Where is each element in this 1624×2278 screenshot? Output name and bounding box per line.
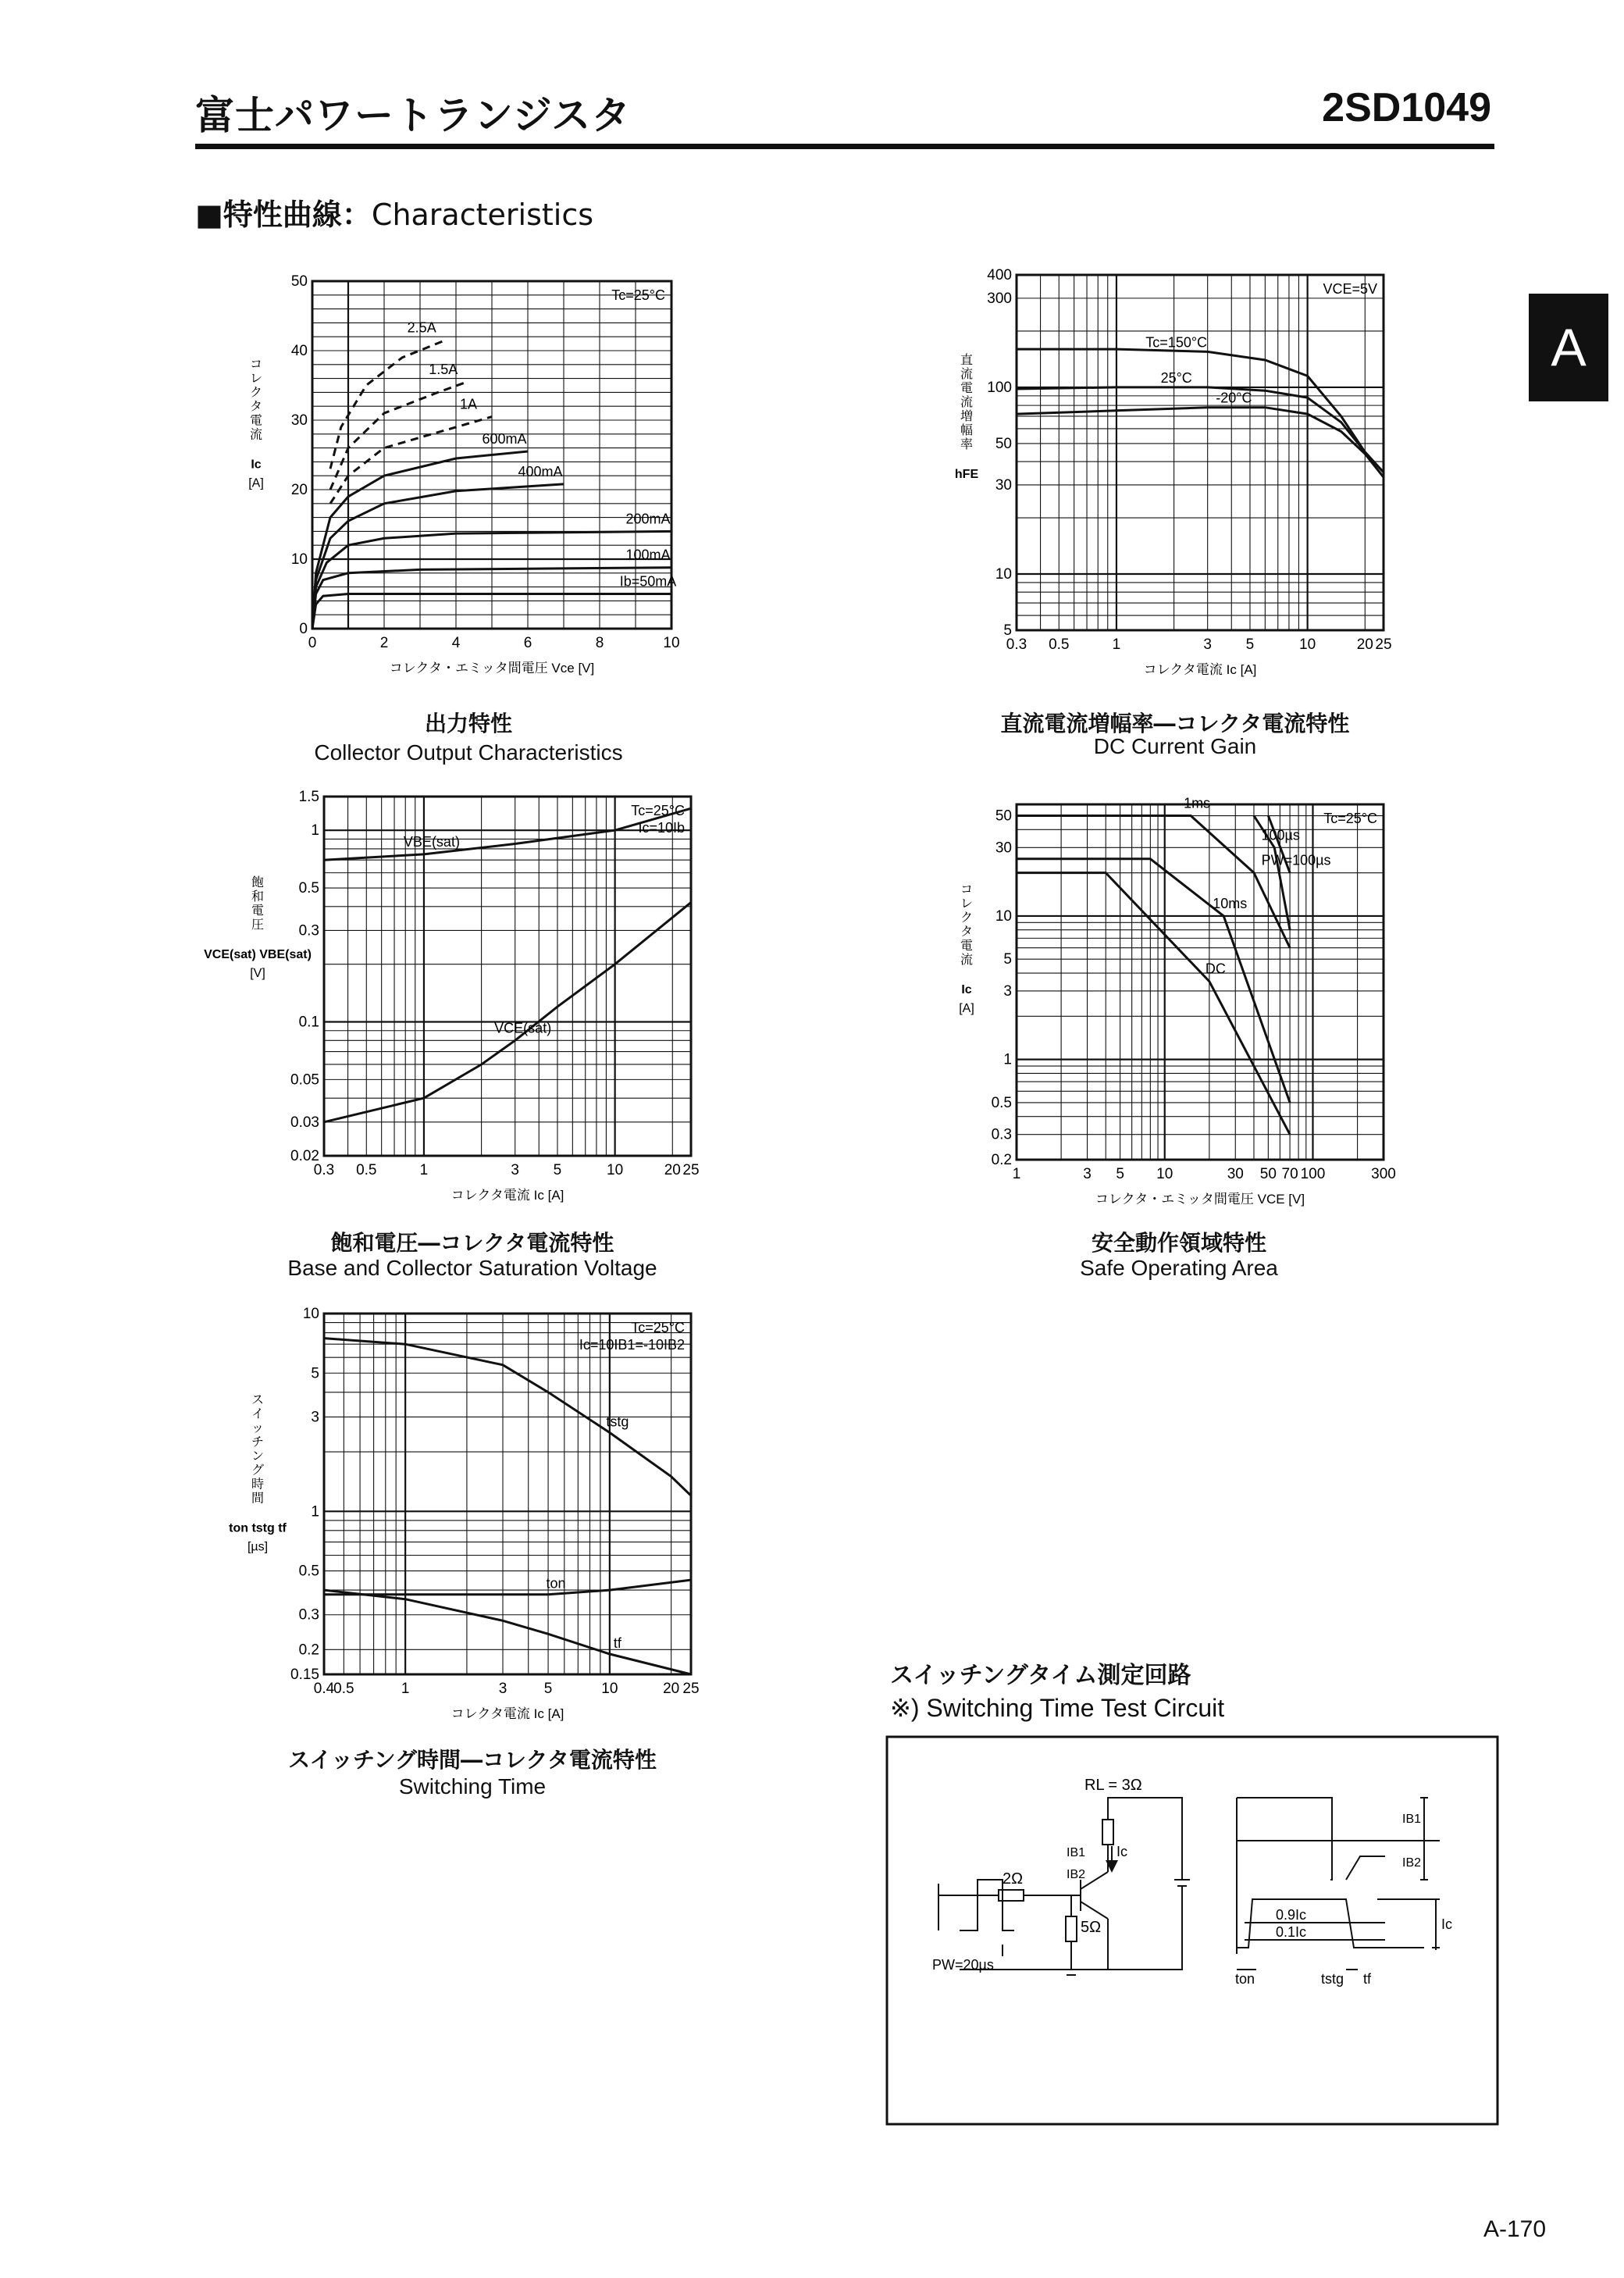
- y-axis-symbol: ton tstg tf: [229, 1521, 287, 1535]
- x-tick-label: 10: [1156, 1166, 1173, 1182]
- series-label: 600mA: [482, 431, 527, 447]
- y-tick-label: 0.3: [298, 1606, 319, 1624]
- y-axis-label-char: グ: [251, 1463, 265, 1478]
- y-axis-label-char: 流: [960, 953, 974, 967]
- x-tick-label: 20: [664, 1162, 681, 1178]
- chart-hfe: [945, 266, 1405, 687]
- x-tick-label: 0.5: [356, 1162, 377, 1178]
- y-axis-symbol: VCE(sat) VBE(sat): [204, 948, 312, 961]
- circuit-rl-label: RL = 3Ω: [1084, 1777, 1142, 1794]
- x-axis-label: コレクタ・エミッタ間電圧 Vce [V]: [389, 661, 595, 676]
- y-tick-label: 5: [1003, 622, 1012, 639]
- chart-saturation-title-en: Base and Collector Saturation Voltage: [287, 1256, 657, 1280]
- x-tick-label: 100: [1300, 1166, 1326, 1182]
- x-tick-label: 0.5: [333, 1681, 354, 1697]
- header-rule: [195, 144, 1494, 149]
- y-axis-label-char: タ: [960, 925, 974, 939]
- y-axis-symbol: Ic: [251, 458, 262, 472]
- series-label: ton: [546, 1575, 566, 1592]
- y-axis-label-char: 流: [960, 395, 974, 409]
- x-tick-label: 1: [401, 1681, 410, 1697]
- x-tick-label: 1: [1012, 1166, 1021, 1182]
- circuit-ib1-label: IB1: [1067, 1846, 1086, 1859]
- series-label: VCE(sat): [494, 1020, 552, 1036]
- y-tick-label: 1: [311, 1503, 319, 1520]
- plot-frame: [324, 797, 691, 1156]
- series-label: VBE(sat): [403, 833, 460, 850]
- chart-hfe-title-en: DC Current Gain: [1093, 734, 1257, 758]
- y-tick-label: 30: [995, 476, 1012, 494]
- y-axis-label-char: 時: [251, 1478, 265, 1492]
- chart-annotation: VCE=5V: [1323, 281, 1377, 297]
- y-axis-label-char: 圧: [251, 918, 265, 932]
- section-heading: [195, 191, 593, 234]
- series-line: [312, 484, 564, 629]
- series-label: 100mA: [625, 547, 671, 563]
- y-tick-label: 1: [1003, 1051, 1012, 1068]
- series-label: 1ms: [1184, 795, 1211, 811]
- x-tick-label: 0.4: [313, 1681, 335, 1697]
- chart-annotation: Ic=10IB1=-10IB2: [579, 1337, 685, 1353]
- y-axis-label-char: 幅: [960, 423, 974, 437]
- series-label: 2.5A: [407, 319, 436, 336]
- y-axis-label-char: 率: [960, 437, 974, 451]
- x-tick-label: 70: [1281, 1166, 1298, 1182]
- chart-annotation: Tc=25°C: [611, 287, 665, 303]
- y-tick-label: 10: [995, 566, 1012, 583]
- x-tick-label: 4: [451, 635, 461, 651]
- y-axis-label-char: ス: [251, 1393, 265, 1407]
- circuit-frame: [887, 1737, 1498, 2124]
- x-tick-label: 8: [595, 635, 604, 651]
- page-number: A-170: [1483, 2216, 1547, 2242]
- y-tick-label: 50: [995, 435, 1012, 452]
- y-tick-label: 0.3: [298, 922, 319, 939]
- x-tick-label: 5: [553, 1162, 562, 1178]
- y-axis-symbol: hFE: [954, 467, 979, 481]
- y-tick-label: 20: [290, 482, 308, 498]
- part-number: 2SD1049: [1322, 85, 1491, 130]
- chart-soa-title-jp: 安全動作領域特性: [1091, 1230, 1266, 1256]
- y-axis-symbol: Ic: [961, 982, 972, 996]
- document-title: 富士パワートランジスタ: [195, 93, 632, 138]
- series-label: DC: [1205, 961, 1226, 977]
- circuit-ib1-right-label: IB1: [1402, 1813, 1422, 1826]
- chart-switching: [229, 1304, 710, 1734]
- series-line: [330, 382, 467, 490]
- section-heading-en: Characteristics: [371, 198, 594, 232]
- chart-output-title-jp: 出力特性: [424, 711, 512, 736]
- x-tick-label: 3: [511, 1162, 519, 1178]
- chart-annotation: Tc=25°C: [1323, 811, 1377, 826]
- x-tick-label: 25: [1375, 636, 1392, 653]
- chart-annotation: Tc=25°C: [631, 1320, 685, 1335]
- section-heading-jp: ■特性曲線：: [195, 198, 372, 232]
- y-axis-label-char: 電: [251, 904, 265, 918]
- y-tick-label: 0.2: [991, 1152, 1012, 1168]
- y-axis-label-char: コ: [249, 358, 263, 372]
- series-line: [324, 1580, 691, 1595]
- x-tick-label: 10: [607, 1162, 624, 1178]
- y-axis-label-char: 流: [249, 428, 263, 442]
- y-tick-label: 50: [290, 273, 308, 290]
- y-axis-unit: [µs]: [247, 1540, 269, 1554]
- series-label: tf: [613, 1635, 621, 1651]
- y-axis-label-char: ン: [251, 1449, 265, 1463]
- y-tick-label: 50: [995, 807, 1012, 825]
- section-tab: A: [1529, 294, 1608, 401]
- y-axis-label-char: レ: [960, 897, 974, 911]
- x-tick-label: 0.5: [1049, 636, 1070, 653]
- y-axis-label-char: 電: [960, 939, 974, 953]
- circuit-ton-label: ton: [1235, 1971, 1255, 1987]
- series-label: -20°C: [1216, 390, 1252, 406]
- x-tick-label: 20: [1356, 636, 1373, 653]
- y-axis-label-char: 電: [249, 414, 263, 428]
- series-line: [1017, 816, 1290, 948]
- circuit-09ic-label: 0.9Ic: [1276, 1907, 1307, 1923]
- x-axis-label: コレクタ・エミッタ間電圧 VCE [V]: [1095, 1192, 1305, 1207]
- x-tick-label: 50: [1259, 1166, 1277, 1182]
- series-line: [324, 1590, 691, 1674]
- series-label: 25°C: [1160, 369, 1192, 386]
- x-tick-label: 25: [682, 1162, 700, 1178]
- y-tick-label: 40: [290, 343, 308, 359]
- x-tick-label: 20: [663, 1681, 680, 1697]
- x-tick-label: 10: [663, 635, 680, 651]
- x-tick-label: 0.3: [1006, 636, 1027, 653]
- y-tick-label: 0: [299, 621, 308, 637]
- x-tick-label: 10: [601, 1681, 618, 1697]
- y-axis-label-char: イ: [251, 1407, 265, 1421]
- series-label: 1.5A: [429, 362, 458, 378]
- circuit-diagram: [885, 1735, 1499, 2126]
- series-label: Ib=50mA: [619, 573, 677, 590]
- series-line: [1017, 873, 1290, 1135]
- x-tick-label: 0: [308, 635, 317, 651]
- y-tick-label: 400: [987, 267, 1012, 283]
- circuit-ib2-label: IB2: [1067, 1868, 1086, 1881]
- y-tick-label: 3: [311, 1409, 319, 1426]
- circuit-ic-right-label: Ic: [1441, 1916, 1453, 1932]
- y-axis-label-char: 増: [960, 409, 974, 423]
- x-tick-label: 3: [498, 1681, 508, 1697]
- y-axis-unit: [A]: [248, 476, 264, 490]
- x-tick-label: 6: [523, 635, 532, 651]
- y-tick-label: 0.3: [991, 1126, 1012, 1143]
- y-axis-label-char: レ: [249, 372, 263, 386]
- y-tick-label: 10: [290, 551, 308, 568]
- circuit-r2-label: 5Ω: [1081, 1919, 1102, 1936]
- y-tick-label: 0.05: [290, 1071, 319, 1089]
- x-tick-label: 0.3: [313, 1162, 335, 1178]
- series-label: 400mA: [518, 463, 563, 479]
- y-axis-label-char: 電: [960, 381, 974, 395]
- x-tick-label: 300: [1371, 1166, 1396, 1182]
- y-tick-label: 30: [290, 412, 308, 429]
- circuit-title-en: ※) Switching Time Test Circuit: [890, 1694, 1225, 1722]
- y-tick-label: 0.2: [298, 1642, 319, 1659]
- chart-annotation: Ic=10Ib: [638, 820, 685, 836]
- y-tick-label: 0.02: [290, 1148, 319, 1164]
- series-line: [1017, 408, 1384, 477]
- circuit-pw-label: PW=20µs: [932, 1957, 994, 1973]
- y-tick-label: 0.15: [290, 1667, 319, 1683]
- chart-output: [234, 269, 703, 691]
- y-tick-label: 100: [987, 379, 1012, 396]
- chart-soa: [945, 797, 1413, 1218]
- x-tick-label: 25: [682, 1681, 700, 1697]
- chart-switching-title-jp: スイッチング時間―コレクタ電流特性: [288, 1747, 657, 1773]
- chart-switching-title-en: Switching Time: [398, 1774, 547, 1799]
- y-axis-label-char: チ: [251, 1435, 265, 1449]
- y-tick-label: 0.03: [290, 1114, 319, 1131]
- x-tick-label: 3: [1083, 1166, 1092, 1182]
- y-tick-label: 1: [311, 822, 319, 840]
- y-axis-label-char: ク: [960, 911, 974, 925]
- x-axis-label: コレクタ電流 Ic [A]: [1143, 662, 1257, 677]
- y-tick-label: 30: [995, 840, 1012, 857]
- x-tick-label: 5: [1245, 636, 1255, 653]
- circuit-ib2-right-label: IB2: [1402, 1856, 1422, 1870]
- chart-saturation: [204, 785, 710, 1214]
- series-label: 10ms: [1213, 895, 1248, 911]
- chart-saturation-title-jp: 飽和電圧―コレクタ電流特性: [330, 1230, 614, 1256]
- y-axis-label-char: 流: [960, 367, 974, 381]
- series-label: PW=100µs: [1261, 852, 1331, 868]
- x-tick-label: 10: [1299, 636, 1316, 653]
- y-axis-unit: [V]: [250, 967, 265, 980]
- chart-soa-title-en: Safe Operating Area: [1080, 1256, 1278, 1280]
- series-label: Tc=150°C: [1145, 334, 1208, 351]
- series-label: tstg: [606, 1414, 629, 1430]
- series-label: 100µs: [1261, 827, 1300, 843]
- plot-frame: [1017, 275, 1384, 630]
- y-tick-label: 5: [1003, 951, 1012, 968]
- series-label: 200mA: [625, 511, 671, 527]
- y-tick-label: 0.1: [298, 1014, 319, 1031]
- y-tick-label: 10: [995, 907, 1012, 925]
- y-axis-label-char: 直: [960, 353, 974, 367]
- series-label: 1A: [459, 396, 478, 412]
- chart-annotation: Tc=25°C: [631, 803, 685, 818]
- x-tick-label: 1: [419, 1162, 429, 1178]
- y-tick-label: 10: [302, 1306, 319, 1322]
- y-tick-label: 0.5: [298, 1563, 319, 1580]
- x-tick-label: 5: [543, 1681, 553, 1697]
- y-axis-label-char: 和: [251, 890, 265, 904]
- y-tick-label: 5: [311, 1365, 319, 1382]
- series-line: [324, 903, 691, 1122]
- x-tick-label: 3: [1203, 636, 1212, 653]
- y-tick-label: 3: [1003, 982, 1012, 1000]
- chart-output-title-en: Collector Output Characteristics: [314, 740, 623, 765]
- x-axis-label: コレクタ電流 Ic [A]: [451, 1706, 564, 1721]
- y-axis-unit: [A]: [959, 1001, 974, 1015]
- circuit-ic-label: Ic: [1116, 1844, 1128, 1859]
- circuit-tstg-label: tstg: [1321, 1971, 1344, 1987]
- circuit-tf-label: tf: [1363, 1971, 1372, 1987]
- y-axis-label-char: タ: [249, 400, 263, 414]
- x-tick-label: 1: [1112, 636, 1121, 653]
- y-tick-label: 300: [987, 290, 1012, 307]
- circuit-01ic-label: 0.1Ic: [1276, 1924, 1307, 1940]
- y-axis-label-char: ク: [249, 386, 263, 400]
- circuit-r1-label: 2Ω: [1003, 1870, 1024, 1888]
- x-axis-label: コレクタ電流 Ic [A]: [451, 1188, 564, 1203]
- chart-hfe-title-jp: 直流電流増幅率―コレクタ電流特性: [1000, 711, 1350, 736]
- y-tick-label: 0.5: [991, 1094, 1012, 1111]
- y-tick-label: 1.5: [298, 789, 319, 805]
- y-tick-label: 0.5: [298, 880, 319, 897]
- series-line: [1017, 349, 1384, 472]
- circuit-title-jp: スイッチングタイム測定回路: [890, 1662, 1191, 1689]
- y-axis-label-char: 飽: [251, 876, 265, 889]
- y-axis-label-char: コ: [960, 882, 974, 897]
- x-tick-label: 30: [1227, 1166, 1244, 1182]
- x-tick-label: 2: [379, 635, 389, 651]
- x-tick-label: 5: [1116, 1166, 1124, 1182]
- y-axis-label-char: ッ: [251, 1421, 265, 1435]
- y-axis-label-char: 間: [251, 1492, 265, 1506]
